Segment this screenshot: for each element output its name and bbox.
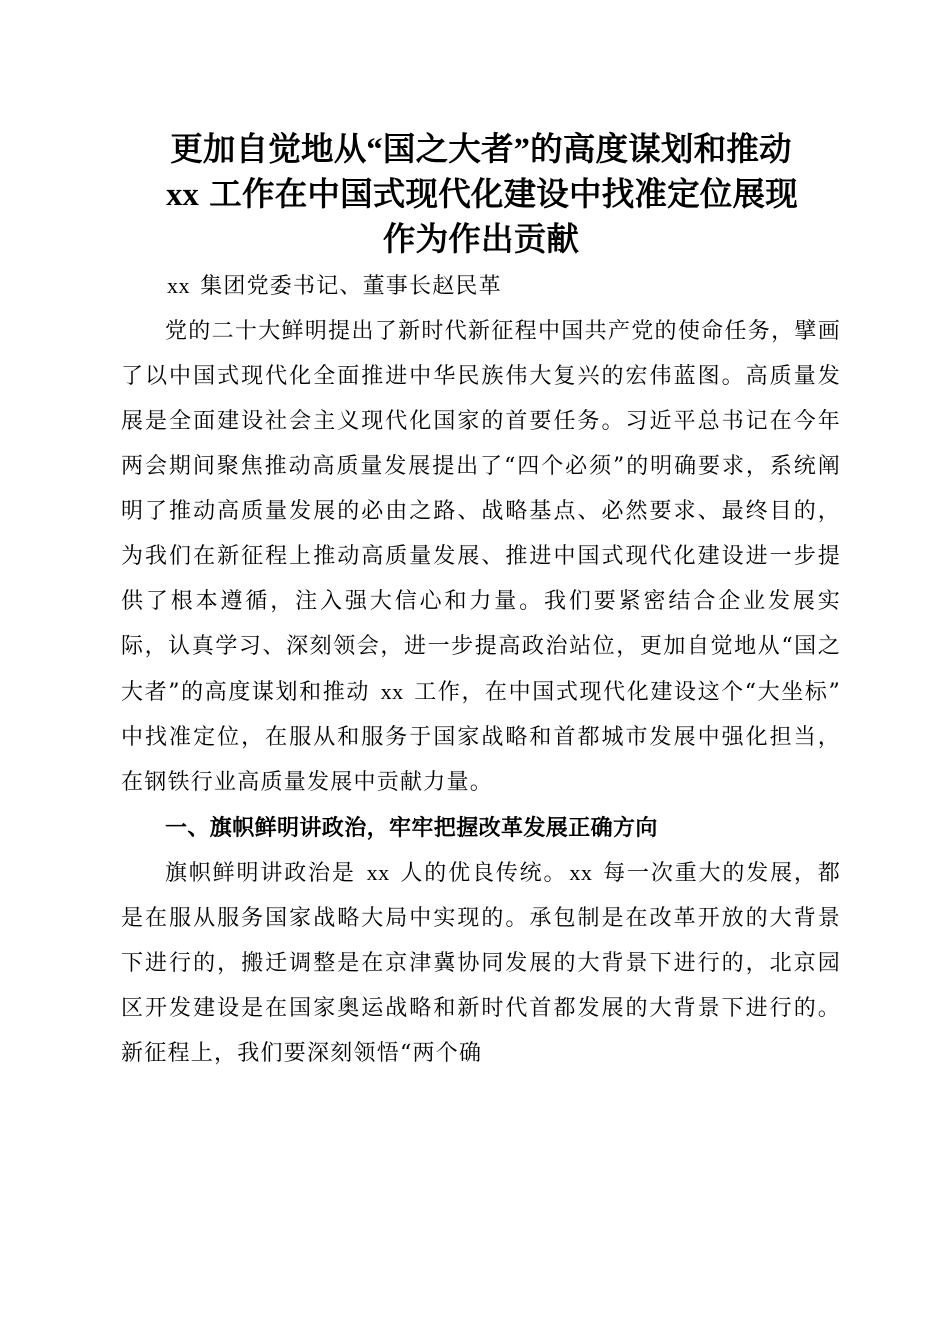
paragraph-latin-run: xx: [569, 860, 593, 885]
byline-latin-run: xx: [167, 273, 190, 298]
paragraph-intro: 党的二十大鲜明提出了新时代新征程中国共产党的使命任务，擘画了以中国式现代化全面推进中华民族伟大复兴的宏伟蓝图。高质量发展是全面建设社会主义现代化国家的首要任务。习近平总书记在今年两会期间聚焦推动高质量发展提出了“四个必须”的明确要求，系统阐明了推动高质量发展的必由之路、战略基点、必然要求、最终目的，为我们在新征程上推动高质量发展、推进中国式现代化建设进一步提供了根本遵循，注入强大信心和力量。我们要紧密结合企业发展实际，认真学习、深刻领会，进一步提高政治站位，更加自觉地从“国之大者”的高度谋划和推动 xx 工作，在中国式现代化建设这个“大坐标”中找准定位，在服从和服务于国家战略和首都城市发展中强化担当，在钢铁行业高质量发展中贡献力量。: [121, 319, 841, 795]
paragraph-latin-run: xx: [380, 679, 404, 704]
page-title-cjk-run: 工作在中国式现代化建设中找准定位展现: [200, 177, 798, 213]
section-heading-1: 一、旗帜鲜明讲政治，牢牢把握改革发展正确方向: [165, 815, 658, 840]
page-title-cjk-run: 作为作出贡献: [382, 222, 580, 258]
byline: xx 集团党委书记、董事长赵民革: [167, 273, 502, 299]
page-title-cjk-run: 更加自觉地从“国之大者”的高度谋划和推动: [170, 132, 792, 168]
paragraph-section-1-body: 旗帜鲜明讲政治是 xx 人的优良传统。xx 每一次重大的发展，都是在服从服务国家战略大局中实现的。承包制是在改革开放的大背景下进行的，搬迁调整是在京津冀协同发展的大背景下进行的，北京园区开发建设是在国家奥运战略和新时代首都发展的大背景下进行的。新征程上，我们要深刻领悟“两个确: [121, 860, 841, 1066]
page-title-latin-run: xx: [166, 177, 199, 213]
paragraph-latin-run: xx: [366, 860, 390, 885]
page-title: [121, 128, 841, 263]
document-text-column: [121, 128, 841, 1076]
